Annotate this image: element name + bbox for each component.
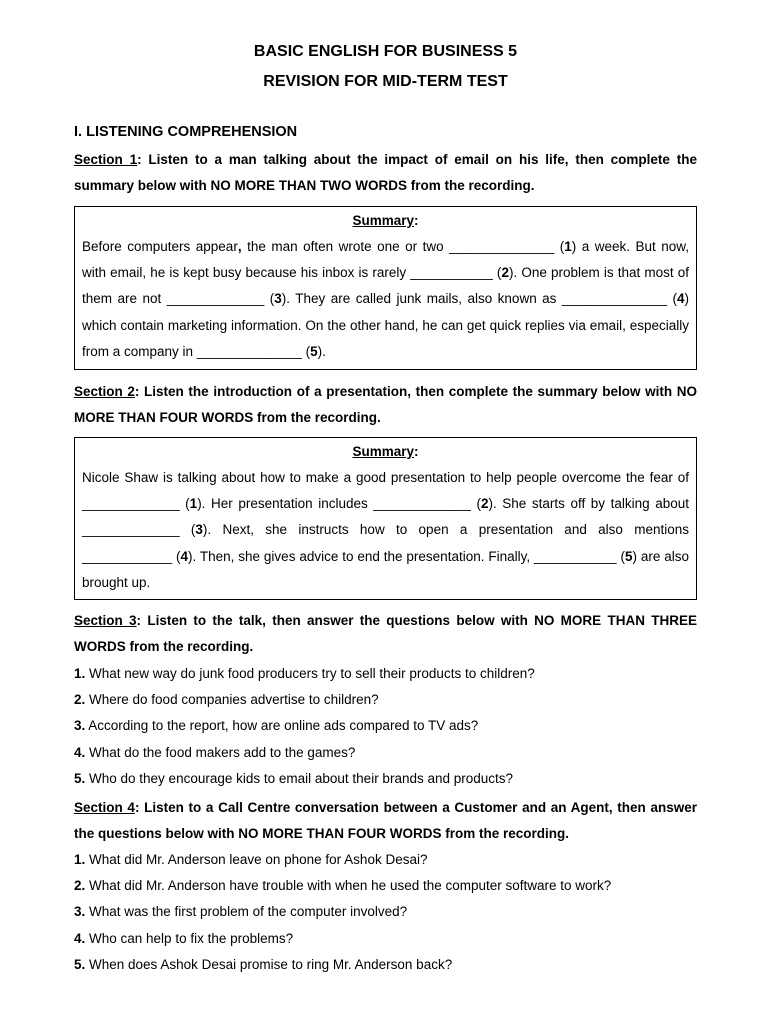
summary-1-text-run: ) a week. But now, with email, he is kept busy because his inbox is rarely ___________ ( xyxy=(82,239,689,281)
summary-2-text-run: ). She starts off by talking about _____________ ( xyxy=(82,496,689,538)
section-1-label: Section 1 xyxy=(74,152,138,167)
summary-1-text-run: Before computers appear xyxy=(82,239,238,254)
summary-2-blank-number: 5 xyxy=(624,548,633,564)
question-number: 3. xyxy=(74,718,86,734)
summary-1-text-run: ). xyxy=(317,343,326,359)
summary-1-blank-number: , xyxy=(237,239,242,254)
section-4-question-1 xyxy=(74,847,697,873)
summary-2-text-run: Nicole Shaw is talking about how to make a good presentation to help people overcome the fear of _____________ ( xyxy=(82,470,689,512)
question-text: What do the food makers add to the games? xyxy=(85,744,356,760)
question-number: 3. xyxy=(74,904,86,920)
summary-1-blank-number: 1 xyxy=(564,239,572,254)
question-text: What did Mr. Anderson leave on phone for Ashok Desai? xyxy=(85,852,428,867)
section-3-question-1 xyxy=(74,661,697,687)
section-3-instruction xyxy=(74,608,697,660)
question-number: 5. xyxy=(74,956,86,972)
summary-2-blank-number: 1 xyxy=(189,496,198,512)
summary-2-text-run: ). Her presentation includes _____________ ( xyxy=(197,496,481,512)
summary-2-text-run: ). Next, she instructs how to open a presentation and also mentions ____________ ( xyxy=(82,522,689,564)
section-2-summary-heading: Summary: xyxy=(352,444,419,459)
section-3-question-2 xyxy=(74,687,697,713)
section-4-instruction xyxy=(74,795,697,847)
question-number: 2. xyxy=(74,692,86,708)
section-4-question-2 xyxy=(74,873,697,899)
section-2-summary-text xyxy=(75,465,696,596)
question-text: What was the first problem of the computer involved? xyxy=(85,904,408,920)
section-1-summary-box xyxy=(74,206,697,370)
summary-1-text-run: ) which contain marketing information. On the other hand, he can get quick replies via email, especially from a company in ______________ ( xyxy=(82,291,689,359)
summary-1-blank-number: 3 xyxy=(274,291,282,307)
section-2-label: Section 2 xyxy=(74,384,135,399)
section-3-question-4 xyxy=(74,740,697,766)
question-text: Who can help to fix the problems? xyxy=(85,930,294,946)
section-1-summary-text xyxy=(75,234,696,365)
section-2-instruction xyxy=(74,379,697,431)
summary-2-blank-number: 2 xyxy=(480,496,489,512)
section-3-question-5 xyxy=(74,766,697,792)
document-title: BASIC ENGLISH FOR BUSINESS 5 xyxy=(253,43,518,60)
question-number: 1. xyxy=(74,666,86,681)
summary-1-text-run: ). One problem is that most of them are not _____________ ( xyxy=(82,265,689,307)
summary-2-blank-number: 4 xyxy=(180,548,188,564)
question-text: Where do food companies advertise to children? xyxy=(85,692,379,708)
section-4-question-4 xyxy=(74,926,697,952)
section-4-questions xyxy=(74,847,697,978)
summary-1-blank-number: 2 xyxy=(501,265,509,281)
section-2-summary-box xyxy=(74,437,697,600)
summary-2-text-run: ) are also brought up. xyxy=(82,548,689,590)
summary-1-text-run: the man often wrote one or two ______________ ( xyxy=(241,239,565,254)
section-4-label: Section 4 xyxy=(74,800,135,815)
section-3-text: : Listen to the talk, then answer the questions below with NO MORE THAN THREE WORDS from the recording. xyxy=(74,613,697,654)
section-1-summary-heading: Summary: xyxy=(352,213,419,228)
section-4-question-3 xyxy=(74,899,697,925)
section-3-question-3 xyxy=(74,713,697,739)
section-3-label: Section 3 xyxy=(74,613,137,628)
question-number: 2. xyxy=(74,878,86,894)
question-text: According to the report, how are online ads compared to TV ads? xyxy=(85,718,479,734)
section-1-instruction xyxy=(74,147,697,199)
summary-1-blank-number: 5 xyxy=(310,343,318,359)
question-text: What new way do junk food producers try to sell their products to children? xyxy=(85,666,535,681)
section-4-question-5 xyxy=(74,952,697,978)
section-1-text: : Listen to a man talking about the impact of email on his life, then complete the summary below with NO MORE THAN TWO WORDS from the recording. xyxy=(74,152,697,193)
question-text: What did Mr. Anderson have trouble with when he used the computer software to work? xyxy=(85,878,612,894)
section-3-questions xyxy=(74,661,697,792)
question-number: 4. xyxy=(74,744,86,760)
summary-2-blank-number: 3 xyxy=(195,522,203,538)
question-text: Who do they encourage kids to email about their brands and products? xyxy=(85,770,514,786)
question-text: When does Ashok Desai promise to ring Mr. Anderson back? xyxy=(85,956,453,972)
summary-1-blank-number: 4 xyxy=(676,291,685,307)
question-number: 4. xyxy=(74,930,86,946)
section-2-text: : Listen the introduction of a presentation, then complete the summary below with NO MORE THAN FOUR WORDS from the recording. xyxy=(74,384,697,425)
document-subtitle: REVISION FOR MID-TERM TEST xyxy=(263,73,508,90)
section-4-text: : Listen to a Call Centre conversation between a Customer and an Agent, then answer the questions below with NO MORE THAN FOUR WORDS from the recording. xyxy=(74,800,697,841)
question-number: 1. xyxy=(74,852,86,867)
summary-2-text-run: ). Then, she gives advice to end the presentation. Finally, ___________ ( xyxy=(188,548,625,564)
summary-1-text-run: ). They are called junk mails, also known as ______________ ( xyxy=(281,291,677,307)
part-heading: I. LISTENING COMPREHENSION xyxy=(74,124,298,140)
question-number: 5. xyxy=(74,770,86,786)
